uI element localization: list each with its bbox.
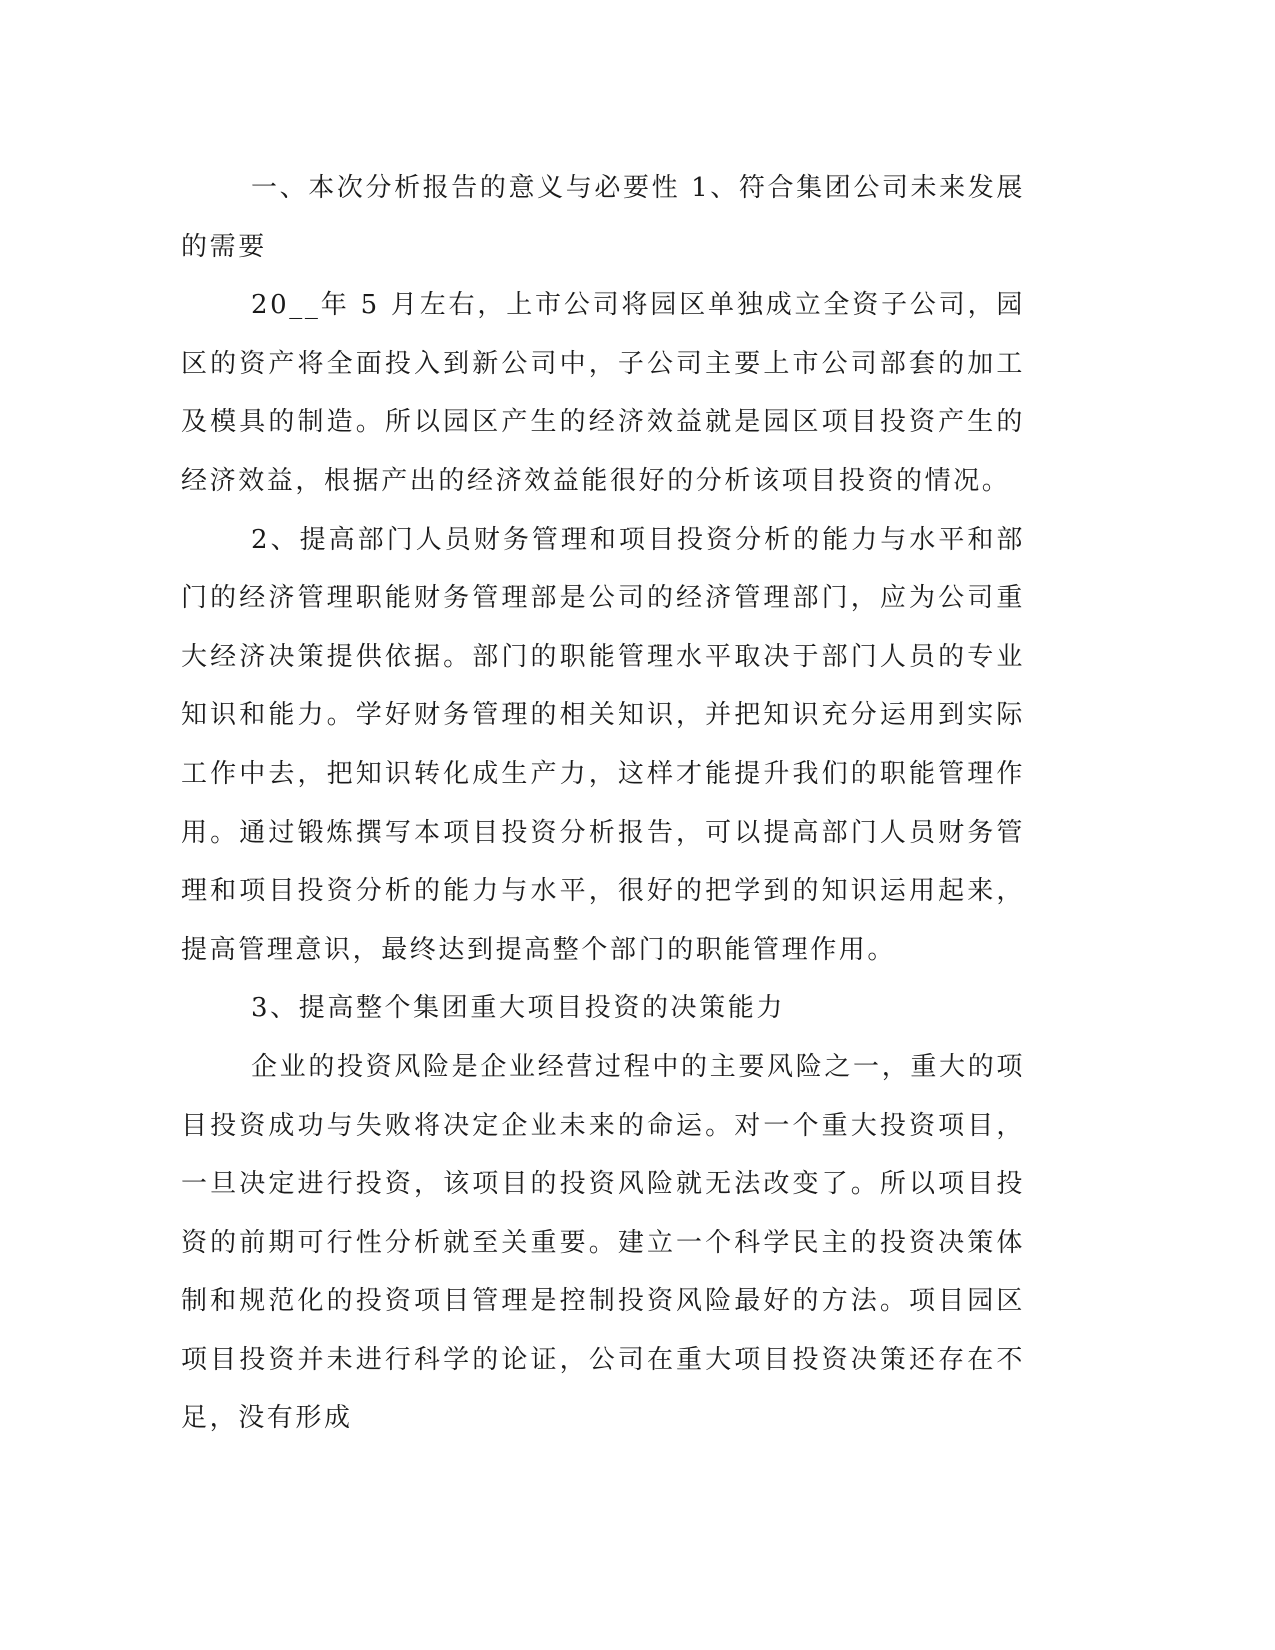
paragraph-section-heading: 一、本次分析报告的意义与必要性 1、符合集团公司未来发展的需要: [181, 173, 1025, 262]
paragraph-investment-risk: 企业的投资风险是企业经营过程中的主要风险之一，重大的项目投资成功与失败将决定企业未来的命运。对一个重大投资项目，一旦决定进行投资，该项目的投资风险就无法改变了。所以项目投资的前期可行性分析就至关重要。建立一个科学民主的投资决策体制和规范化的投资项目管理是控制投资风险最好的方法。项目园区项目投资并未进行科学的论证，公司在重大项目投资决策还存在不足，没有形成: [181, 1051, 1025, 1434]
paragraph-background: 20__年 5 月左右，上市公司将园区单独成立全资子公司，园区的资产将全面投入到新公司中，子公司主要上市公司部套的加工及模具的制造。所以园区产生的经济效益就是园区项目投资产生的经济效益，根据产出的经济效益能很好的分析该项目投资的情况。: [181, 290, 1025, 496]
document-body: [181, 159, 1025, 1448]
paragraph-decision-heading: 3、提高整个集团重大项目投资的决策能力: [251, 993, 785, 1024]
paragraph-department-capability: 2、提高部门人员财务管理和项目投资分析的能力与水平和部门的经济管理职能财务管理部是公司的经济管理部门，应为公司重大经济决策提供依据。部门的职能管理水平取决于部门人员的专业知识和能力。学好财务管理的相关知识，并把知识充分运用到实际工作中去，把知识转化成生产力，这样才能提升我们的职能管理作用。通过锻炼撰写本项目投资分析报告，可以提高部门人员财务管理和项目投资分析的能力与水平，很好的把学到的知识运用起来，提高管理意识，最终达到提高整个部门的职能管理作用。: [181, 524, 1025, 965]
